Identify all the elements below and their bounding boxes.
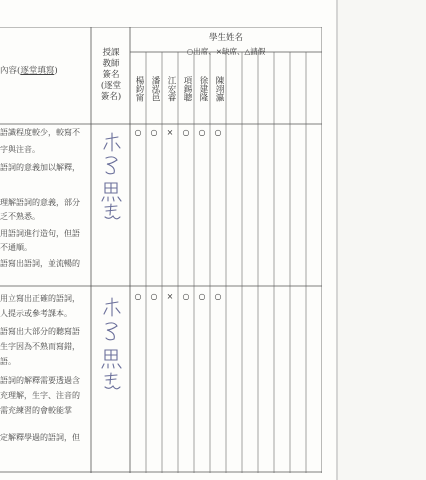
content-column-label (0, 65, 58, 78)
attendance-mark: ○ (198, 292, 206, 301)
attendance-mark: ○ (134, 128, 142, 137)
attendance-mark: ○ (214, 292, 222, 301)
content-line: 乏不熟悉。 (0, 212, 40, 221)
attendance-mark: ○ (134, 292, 142, 301)
content-line: 人提示或參考課本。 (0, 309, 72, 318)
paper-edge (336, 0, 340, 480)
content-line: 用立寫出正確的語詞， (0, 294, 80, 303)
content-line: 定解釋學過的語詞，但 (0, 433, 80, 442)
teacher-signature (98, 131, 126, 223)
content-line: 充理解，生字、注音的 (0, 391, 80, 400)
attendance-mark: ○ (150, 292, 158, 301)
content-line: 語寫出語詞，並流暢的 (0, 259, 80, 268)
content-line: 需充練習的會較能掌 (0, 406, 72, 415)
attendance-mark: ○ (150, 128, 158, 137)
content-line: 語詞的解釋需要透過含 (0, 376, 80, 385)
content-label-link: 逐堂填寫 (20, 66, 55, 76)
content-line: 生字因為不熟而寫錯， (0, 342, 80, 351)
teacher-label-line: 教師 (102, 59, 120, 69)
attendance-mark: ○ (198, 128, 206, 137)
student-name: 徐建隆 (198, 76, 208, 102)
student-name: 項錫聰 (182, 76, 192, 102)
attendance-mark: ○ (214, 128, 222, 137)
student-names-title: 學生姓名 (208, 33, 243, 43)
attendance-mark: ○ (182, 128, 190, 137)
teacher-label-line: (逐堂 (100, 81, 122, 91)
attendance-mark: × (166, 128, 174, 137)
content-line: 字與注音。 (0, 145, 40, 154)
teacher-label-line: 簽名 (102, 70, 120, 80)
teacher-label-line: 授課 (102, 48, 120, 58)
content-line: 語識程度較少，較寫不 (0, 128, 80, 137)
student-name: 江宏睿 (166, 76, 176, 102)
attendance-mark: × (166, 292, 174, 301)
teacher-signature (98, 296, 126, 396)
content-line: 理解語詞的意義，部分 (0, 198, 80, 207)
content-label-prefix: 內容( (0, 66, 21, 76)
content-line: 語詞的意義加以解釋， (0, 163, 80, 172)
student-name: 陳翊瀛 (214, 76, 224, 102)
student-name: 潘泓邑 (150, 76, 160, 102)
student-name: 楊鈞甯 (134, 76, 144, 102)
attendance-legend: ○出席、×缺席、△請假 (186, 47, 266, 56)
content-label-suffix: ) (54, 66, 58, 76)
attendance-mark: ○ (182, 292, 190, 301)
teacher-label-line: 簽名) (100, 92, 122, 102)
content-line: 語。 (0, 357, 16, 366)
content-line: 用語詞進行造句，但語 (0, 229, 80, 238)
content-line: 不通順。 (0, 243, 32, 252)
content-line: 語寫出大部分的聽寫語 (0, 327, 80, 336)
